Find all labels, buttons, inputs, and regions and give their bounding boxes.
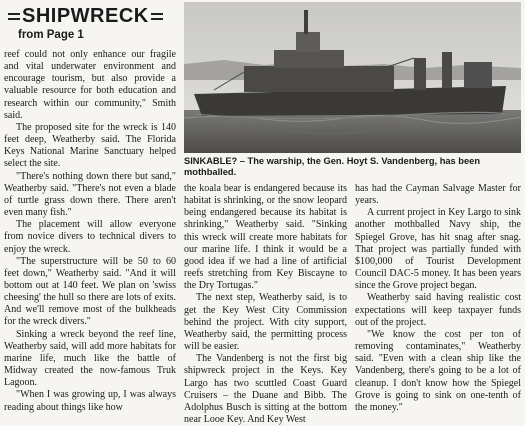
paragraph: The placement will allow everyone from novice divers to technical divers to enjoy the wreck. [4, 219, 176, 255]
paragraph: "When I was growing up, I was always reading about things like how [4, 389, 176, 413]
article-column-3 [355, 183, 521, 414]
headline [6, 4, 176, 28]
photo-caption: SINKABLE? – The warship, the Gen. Hoyt S. Vandenberg, has been mothballed. [184, 156, 481, 177]
paragraph: The next step, Weatherby said, is to get the Key West City Commission behind the project. With city support, Weatherby said, the permitting process will be easier. [184, 292, 347, 353]
continued-from: from Page 1 [18, 29, 84, 41]
paragraph: "There's nothing down there but sand," Weatherby said. "There's not even a blade of turtle grass down there. There aren't even many fish." [4, 170, 176, 219]
paragraph: Weatherby said having realistic cost expectations will keep taxpayer funds out of the project. [355, 292, 521, 328]
headline-text: SHIPWRECK [22, 5, 149, 27]
article-column-1 [4, 49, 176, 414]
warship-photo [184, 2, 521, 153]
paragraph: the koala bear is endangered because its habitat is shrinking, or the snow leopard being endangered because its habitat is shrinking," Weatherby said. "Sinking this wreck will create more habitats for our marine life. I think it would be a good idea if we had a line of artificial reefs stretching from Key Biscayne to the Dry Tortugas." [184, 183, 347, 292]
paragraph: A current project in Key Largo to sink another mothballed Navy ship, the Spiegel Grove, has hit snag after snag. That project was partially funded with $100,000 of Tourist Development Council DAC-5 money. It has been years since the Grove project began. [355, 207, 521, 292]
warship-photo-graphic [184, 2, 521, 153]
paragraph: reef could not only enhance our fragile and vital underwater environment and encourage tourism, but also provide a valuable resource for both education and research within our community," Smith said. [4, 49, 176, 121]
paragraph: "The superstructure will be 50 to 60 feet down," Weatherby said. "And it will bottom out at 140 feet. We plan on 'swiss cheesing' the hull so there are lots of exits. And we'll remove most of the bulkheads for the wreck divers." [4, 255, 176, 328]
paragraph: Sinking a wreck beyond the reef line, Weatherby said, will add more habitats for marine life, much like the battle of Midway created the now-famous Truk Lagoon. [4, 328, 176, 389]
paragraph: has had the Cayman Salvage Master for years. [355, 183, 521, 207]
headline-rule-right [151, 13, 163, 20]
headline-rule-left [8, 13, 20, 20]
paragraph: The proposed site for the wreck is 140 feet deep, Weatherby said. The Florida Keys National Marine Sanctuary helped select the site. [4, 121, 176, 170]
paragraph: The Vandenberg is not the first big shipwreck project in the Keys. Key Largo has two scuttled Coast Guard Cruisers – the Duane and Bibb. The Adolphus Busch is sitting at the bottom near Looe Key. And Key West [184, 353, 347, 425]
paragraph: "We know the cost per ton of removing contaminates," Weatherby said. "Even with a clean ship like the Vandenberg, there's going to be a lot of cleanup. I don't know how the Spiegel Grove is going to sink on one-tenth of the money." [355, 328, 521, 413]
article-column-2 [184, 183, 347, 426]
